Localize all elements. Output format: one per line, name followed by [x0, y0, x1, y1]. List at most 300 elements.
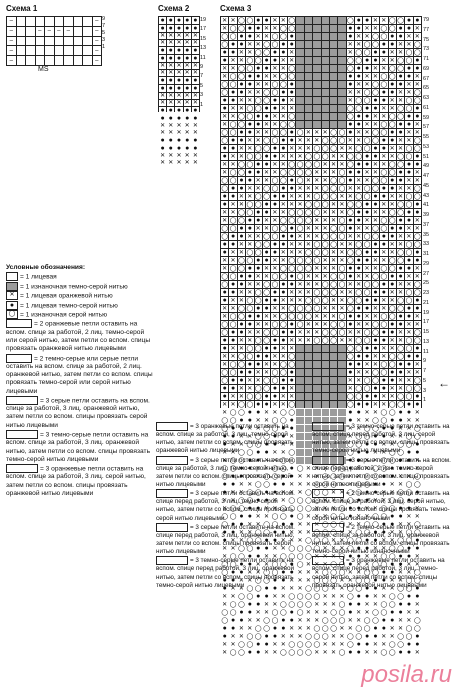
chart-cell	[305, 273, 312, 280]
chart-cell	[397, 233, 404, 240]
chart-cell	[221, 185, 228, 192]
chart-cell	[167, 115, 174, 122]
chart-cell	[414, 625, 421, 632]
schema1-grid	[6, 16, 102, 66]
chart-cell	[36, 37, 45, 46]
chart-cell	[229, 153, 236, 160]
chart-cell	[372, 33, 379, 40]
chart-cell	[221, 409, 228, 416]
chart-cell	[380, 257, 387, 264]
purl-dark-symbol-icon	[6, 282, 18, 291]
chart-cell	[238, 209, 245, 216]
chart-cell	[192, 55, 199, 62]
chart-cell	[288, 593, 295, 600]
chart-cell	[322, 25, 329, 32]
chart-cell	[238, 393, 245, 400]
chart-cell	[255, 297, 262, 304]
chart-cell	[221, 201, 228, 208]
chart-cell	[347, 185, 354, 192]
chart-cell	[330, 169, 337, 176]
chart-cell	[238, 297, 245, 304]
chart-cell	[263, 313, 270, 320]
chart-cell	[175, 153, 182, 159]
chart-cell	[338, 281, 345, 288]
row-number: 5	[423, 377, 427, 384]
chart-cell	[221, 393, 228, 400]
chart-cell	[55, 27, 64, 36]
chart-cell	[263, 201, 270, 208]
row-number: 15	[200, 35, 207, 42]
chart-cell	[280, 369, 287, 376]
chart-cell	[167, 145, 174, 152]
chart-cell	[380, 145, 387, 152]
chart-cell	[389, 641, 396, 648]
chart-cell	[380, 601, 387, 608]
chart-cell	[380, 313, 387, 320]
chart-cell	[221, 169, 228, 176]
chart-cell	[338, 49, 345, 56]
chart-cell	[305, 249, 312, 256]
chart-cell	[389, 369, 396, 376]
chart-cell	[271, 625, 278, 632]
chart-cell	[347, 25, 354, 32]
chart-cell	[305, 305, 312, 312]
chart-cell	[229, 233, 236, 240]
chart-cell	[372, 49, 379, 56]
chart-cell	[405, 137, 412, 144]
chart-cell	[355, 265, 362, 272]
row-number: 47	[423, 173, 430, 179]
chart-cell	[221, 177, 228, 184]
chart-cell	[389, 233, 396, 240]
chart-cell	[322, 289, 329, 296]
chart-cell	[238, 633, 245, 640]
chart-cell	[175, 145, 182, 152]
chart-cell	[305, 337, 312, 344]
chart-cell	[288, 33, 295, 40]
chart-cell	[347, 113, 354, 120]
chart-cell	[338, 609, 345, 616]
chart-cell	[288, 361, 295, 368]
chart-cell	[7, 46, 16, 55]
chart-cell	[355, 289, 362, 296]
chart-cell	[305, 345, 312, 352]
chart-cell	[305, 641, 312, 648]
chart-cell	[389, 321, 396, 328]
chart-cell	[246, 121, 253, 128]
chart-cell	[372, 121, 379, 128]
chart-cell	[229, 65, 236, 72]
chart-cell	[313, 161, 320, 168]
chart-cell	[347, 49, 354, 56]
chart-cell	[380, 121, 387, 128]
chart-cell	[192, 130, 199, 136]
chart-cell	[296, 89, 303, 96]
chart-cell	[355, 177, 362, 184]
chart-cell	[175, 70, 182, 76]
chart-cell	[338, 393, 345, 400]
chart-cell	[36, 27, 45, 36]
chart-cell	[192, 77, 199, 84]
chart-cell	[313, 289, 320, 296]
chart-cell	[363, 233, 370, 240]
chart-cell	[389, 633, 396, 640]
chart-cell	[363, 273, 370, 280]
chart-cell	[380, 273, 387, 280]
chart-cell	[229, 289, 236, 296]
chart-cell	[372, 369, 379, 376]
chart-cell	[229, 73, 236, 80]
chart-cell	[397, 617, 404, 624]
chart-cell	[313, 257, 320, 264]
chart-cell	[238, 265, 245, 272]
chart-cell	[414, 633, 421, 640]
chart-cell	[74, 17, 83, 26]
legend-item: = 3 темно-серые петли оставить на вспом. спице за работой, 3 лиц. оранжевой нитью, затем петли со вспом. спицы провязать темно-серой нитью лицевыми	[6, 431, 151, 463]
chart-cell	[405, 65, 412, 72]
chart-cell	[389, 329, 396, 336]
chart-cell	[330, 145, 337, 152]
chart-cell	[347, 329, 354, 336]
chart-cell	[397, 401, 404, 408]
row-number: 73	[423, 46, 430, 53]
chart-cell	[313, 65, 320, 72]
chart-cell	[313, 81, 320, 88]
chart-cell	[263, 345, 270, 352]
chart-cell	[184, 85, 191, 92]
cable-symbol-icon	[312, 556, 344, 565]
chart-cell	[305, 105, 312, 112]
chart-cell	[405, 633, 412, 640]
chart-cell	[322, 217, 329, 224]
legend-column-3	[312, 422, 452, 590]
chart-cell	[389, 609, 396, 616]
chart-cell	[330, 201, 337, 208]
chart-cell	[271, 161, 278, 168]
chart-cell	[45, 27, 54, 36]
chart-cell	[355, 649, 362, 656]
chart-cell	[355, 593, 362, 600]
chart-cell	[322, 73, 329, 80]
chart-cell	[192, 85, 199, 92]
chart-cell	[221, 273, 228, 280]
chart-cell	[355, 297, 362, 304]
chart-cell	[296, 481, 303, 488]
chart-cell	[288, 73, 295, 80]
chart-cell	[238, 409, 245, 416]
chart-cell	[271, 305, 278, 312]
chart-cell	[330, 625, 337, 632]
dot-symbol-icon: ●	[6, 301, 18, 310]
chart-cell	[372, 361, 379, 368]
chart-cell	[263, 97, 270, 104]
chart-cell	[263, 609, 270, 616]
chart-cell	[255, 305, 262, 312]
chart-cell	[271, 393, 278, 400]
chart-cell	[221, 153, 228, 160]
chart-cell	[64, 27, 73, 36]
chart-cell	[414, 41, 421, 48]
chart-cell	[184, 47, 191, 54]
chart-cell	[330, 601, 337, 608]
chart-cell	[296, 49, 303, 56]
chart-cell	[296, 545, 303, 552]
chart-cell	[405, 57, 412, 64]
chart-cell	[263, 241, 270, 248]
chart-cell	[246, 249, 253, 256]
chart-cell	[296, 641, 303, 648]
chart-cell	[363, 305, 370, 312]
chart-cell	[263, 257, 270, 264]
row-number: 61	[423, 104, 430, 111]
chart-cell	[280, 649, 287, 656]
chart-cell	[246, 345, 253, 352]
chart-cell	[405, 81, 412, 88]
chart-cell	[363, 361, 370, 368]
chart-cell	[17, 17, 26, 26]
row-number: 11	[200, 54, 206, 61]
row-number: 37	[423, 221, 430, 228]
chart-cell	[397, 289, 404, 296]
chart-cell	[313, 225, 320, 232]
chart-cell	[83, 46, 92, 55]
chart-cell	[255, 313, 262, 320]
chart-cell	[296, 321, 303, 328]
chart-cell	[263, 161, 270, 168]
chart-cell	[296, 505, 303, 512]
chart-cell	[405, 593, 412, 600]
chart-cell	[93, 46, 102, 55]
chart-cell	[397, 97, 404, 104]
chart-cell	[363, 49, 370, 56]
chart-cell	[347, 89, 354, 96]
chart-cell	[288, 153, 295, 160]
chart-cell	[322, 633, 329, 640]
legend-item: = 2 темно-серые петли оставить на вспом. спице за работой, 3 лиц. оранжевой нитью, затем петли со вспом. спицы провязать темно-серой нитью изнаночными	[312, 523, 450, 556]
chart-cell	[255, 625, 262, 632]
chart-cell	[296, 73, 303, 80]
chart-cell	[229, 121, 236, 128]
chart-cell	[271, 633, 278, 640]
chart-cell	[296, 593, 303, 600]
chart-cell	[397, 265, 404, 272]
chart-cell	[389, 401, 396, 408]
chart-cell	[238, 617, 245, 624]
row-number: 43	[423, 192, 430, 199]
chart-cell	[255, 345, 262, 352]
chart-cell	[7, 27, 16, 36]
chart-cell	[322, 113, 329, 120]
chart-cell	[167, 153, 174, 159]
schema3-grid	[220, 16, 422, 408]
chart-cell	[338, 105, 345, 112]
chart-cell	[255, 329, 262, 336]
chart-cell	[280, 281, 287, 288]
chart-cell	[263, 369, 270, 376]
chart-cell	[363, 641, 370, 648]
chart-cell	[397, 89, 404, 96]
chart-cell	[263, 641, 270, 648]
chart-cell	[355, 361, 362, 368]
chart-cell	[288, 185, 295, 192]
chart-cell	[363, 105, 370, 112]
chart-cell	[414, 377, 421, 384]
chart-cell	[355, 281, 362, 288]
chart-cell	[338, 649, 345, 656]
chart-cell	[389, 393, 396, 400]
chart-cell	[221, 361, 228, 368]
chart-cell	[414, 353, 421, 360]
chart-cell	[330, 97, 337, 104]
chart-cell	[167, 100, 174, 106]
chart-cell	[313, 353, 320, 360]
chart-cell	[380, 377, 387, 384]
chart-cell	[380, 41, 387, 48]
chart-cell	[397, 305, 404, 312]
chart-cell	[405, 97, 412, 104]
chart-cell	[330, 185, 337, 192]
chart-cell	[246, 369, 253, 376]
chart-cell	[45, 56, 54, 65]
chart-cell	[74, 56, 83, 65]
chart-cell	[159, 115, 166, 122]
chart-cell	[338, 289, 345, 296]
row-number: 19	[423, 309, 430, 316]
row-number: 41	[423, 202, 430, 209]
chart-cell	[280, 73, 287, 80]
chart-cell	[405, 401, 412, 408]
cable-symbol-icon	[156, 456, 188, 465]
chart-cell	[389, 145, 396, 152]
chart-cell	[280, 305, 287, 312]
chart-cell	[221, 65, 228, 72]
chart-cell	[255, 57, 262, 64]
chart-cell	[288, 329, 295, 336]
chart-cell	[305, 201, 312, 208]
chart-cell	[175, 115, 182, 122]
chart-cell	[389, 153, 396, 160]
chart-cell	[347, 361, 354, 368]
chart-cell	[229, 337, 236, 344]
chart-cell	[288, 241, 295, 248]
row-number: 17	[423, 319, 430, 326]
chart-cell	[355, 65, 362, 72]
chart-cell	[338, 233, 345, 240]
chart-cell	[313, 377, 320, 384]
chart-cell	[355, 169, 362, 176]
chart-cell	[26, 46, 35, 55]
legend-item: = 3 серые петли оставить на вспом. спице за работой, 3 лиц. оранжевой нитью, затем петли со вспом. спицы провязать серой нитью лицевыми	[6, 397, 150, 429]
chart-cell	[288, 169, 295, 176]
chart-cell	[397, 41, 404, 48]
chart-cell	[347, 625, 354, 632]
chart-cell	[330, 369, 337, 376]
chart-cell	[414, 17, 421, 24]
chart-cell	[246, 321, 253, 328]
chart-cell	[363, 73, 370, 80]
row-number: 5	[200, 82, 204, 89]
chart-cell	[347, 641, 354, 648]
chart-cell	[229, 609, 236, 616]
chart-cell	[389, 649, 396, 656]
chart-cell	[363, 209, 370, 216]
chart-cell	[221, 193, 228, 200]
chart-cell	[414, 65, 421, 72]
chart-cell	[255, 185, 262, 192]
chart-cell	[255, 601, 262, 608]
chart-cell	[355, 249, 362, 256]
chart-cell	[305, 41, 312, 48]
chart-cell	[271, 169, 278, 176]
chart-cell	[229, 345, 236, 352]
chart-cell	[238, 49, 245, 56]
chart-cell	[288, 625, 295, 632]
chart-cell	[380, 89, 387, 96]
chart-cell	[380, 57, 387, 64]
chart-cell	[192, 25, 199, 32]
chart-cell	[296, 257, 303, 264]
chart-cell	[372, 289, 379, 296]
chart-cell	[397, 353, 404, 360]
chart-cell	[347, 193, 354, 200]
chart-cell	[238, 57, 245, 64]
cable-symbol-icon	[156, 489, 188, 498]
chart-cell	[305, 289, 312, 296]
chart-cell	[305, 361, 312, 368]
chart-cell	[322, 337, 329, 344]
chart-cell	[305, 113, 312, 120]
chart-cell	[414, 233, 421, 240]
chart-cell	[271, 41, 278, 48]
chart-cell	[184, 137, 191, 144]
chart-cell	[305, 233, 312, 240]
row-number: 1	[200, 101, 204, 108]
chart-cell	[288, 633, 295, 640]
chart-cell	[246, 217, 253, 224]
chart-cell	[167, 123, 174, 129]
chart-cell	[238, 97, 245, 104]
chart-cell	[397, 209, 404, 216]
chart-cell	[330, 273, 337, 280]
chart-cell	[263, 129, 270, 136]
chart-cell	[347, 265, 354, 272]
chart-cell	[363, 57, 370, 64]
chart-cell	[414, 601, 421, 608]
chart-cell	[313, 593, 320, 600]
chart-cell	[221, 385, 228, 392]
chart-cell	[167, 130, 174, 136]
chart-cell	[414, 25, 421, 32]
row-number: 63	[423, 95, 430, 101]
chart-cell	[271, 313, 278, 320]
chart-cell	[389, 97, 396, 104]
chart-cell	[313, 233, 320, 240]
legend	[6, 264, 156, 498]
chart-cell	[363, 129, 370, 136]
chart-cell	[405, 89, 412, 96]
chart-cell	[322, 297, 329, 304]
chart-cell	[255, 593, 262, 600]
row-number: 13	[423, 338, 430, 345]
chart-cell	[372, 305, 379, 312]
chart-cell	[405, 305, 412, 312]
chart-cell	[397, 249, 404, 256]
chart-cell	[414, 401, 421, 408]
row-number: 1	[423, 397, 427, 404]
chart-cell	[363, 377, 370, 384]
chart-cell	[363, 401, 370, 408]
chart-cell	[305, 321, 312, 328]
